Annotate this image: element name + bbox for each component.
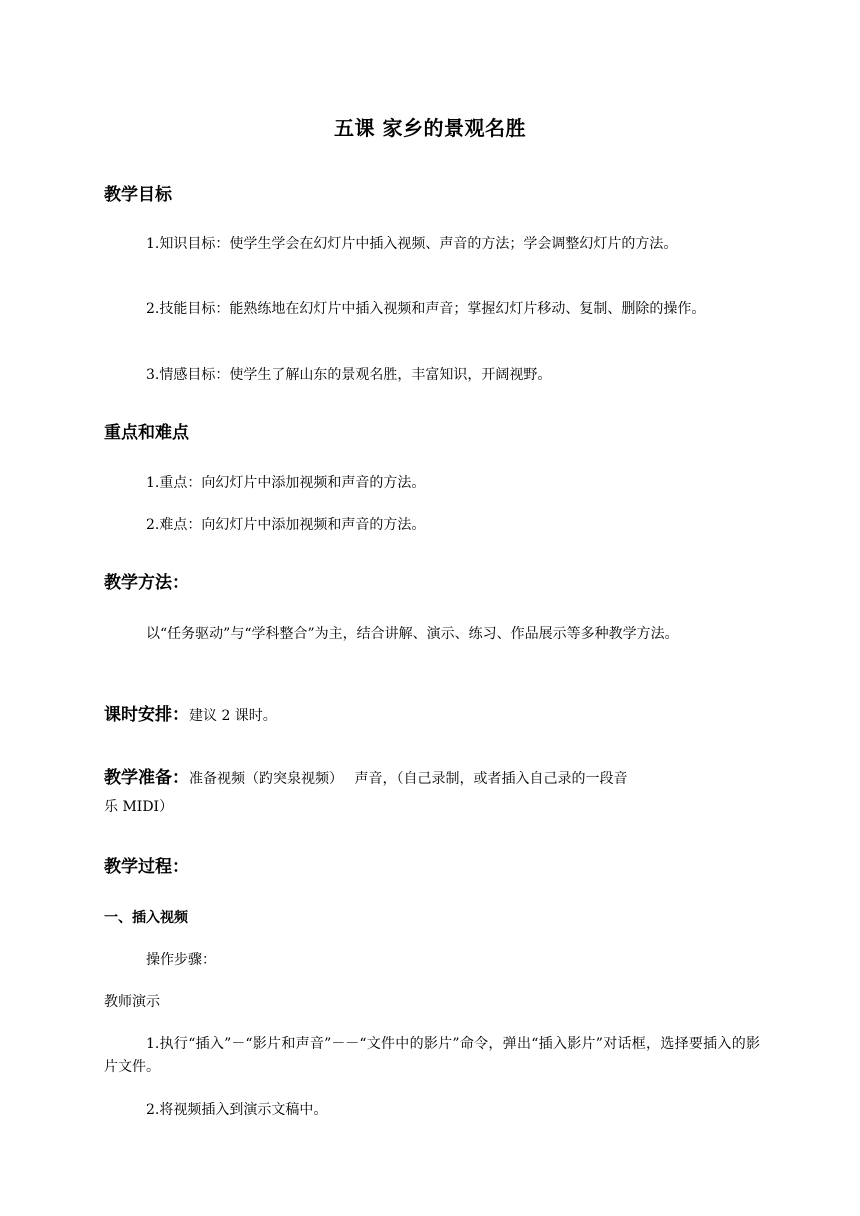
key-point-item: 1.重点：向幻灯片中添加视频和声音的方法。 (146, 475, 426, 491)
key-points-heading: 重点和难点 (104, 423, 189, 443)
preparation-line (104, 763, 627, 788)
schedule-heading: 课时安排： (104, 705, 189, 725)
schedule-line (104, 700, 277, 725)
preparation-text-line2: 乐 MIDI） (104, 799, 174, 815)
objectives-heading: 教学目标 (104, 185, 172, 205)
steps-label: 操作步骤： (146, 952, 216, 968)
objective-item-knowledge: 1.知识目标：使学生学会在幻灯片中插入视频、声音的方法；学会调整幻灯片的方法。 (146, 236, 678, 252)
demo-label: 教师演示 (104, 994, 160, 1010)
step-item-1: 1.执行“插入”－“影片和声音”－－“文件中的影片”命令，弹出“插入影片”对话框，选择要插入的影片文件。 (104, 1036, 760, 1075)
schedule-text: 建议 2 课时。 (189, 708, 277, 724)
part1-heading: 一、插入视频 (104, 910, 188, 926)
process-heading: 教学过程： (104, 857, 189, 877)
objective-item-emotion: 3.情感目标：使学生了解山东的景观名胜，丰富知识，开阔视野。 (146, 367, 552, 383)
difficult-point-item: 2.难点：向幻灯片中添加视频和声音的方法。 (146, 517, 426, 533)
objective-item-skill: 2.技能目标：能熟练地在幻灯片中插入视频和声音；掌握幻灯片移动、复制、删除的操作。 (146, 301, 706, 317)
preparation-text-line1: 准备视频（趵突泉视频） 声音，（自己录制，或者插入自己录的一段音 (189, 771, 628, 787)
preparation-heading: 教学准备： (104, 768, 189, 788)
step-item-2: 2.将视频插入到演示文稿中。 (146, 1102, 328, 1118)
document-title: 五课 家乡的景观名胜 (334, 116, 526, 140)
methods-heading: 教学方法： (104, 573, 189, 593)
methods-text: 以“任务驱动”与“学科整合”为主，结合讲解、演示、练习、作品展示等多种教学方法。 (146, 626, 679, 642)
